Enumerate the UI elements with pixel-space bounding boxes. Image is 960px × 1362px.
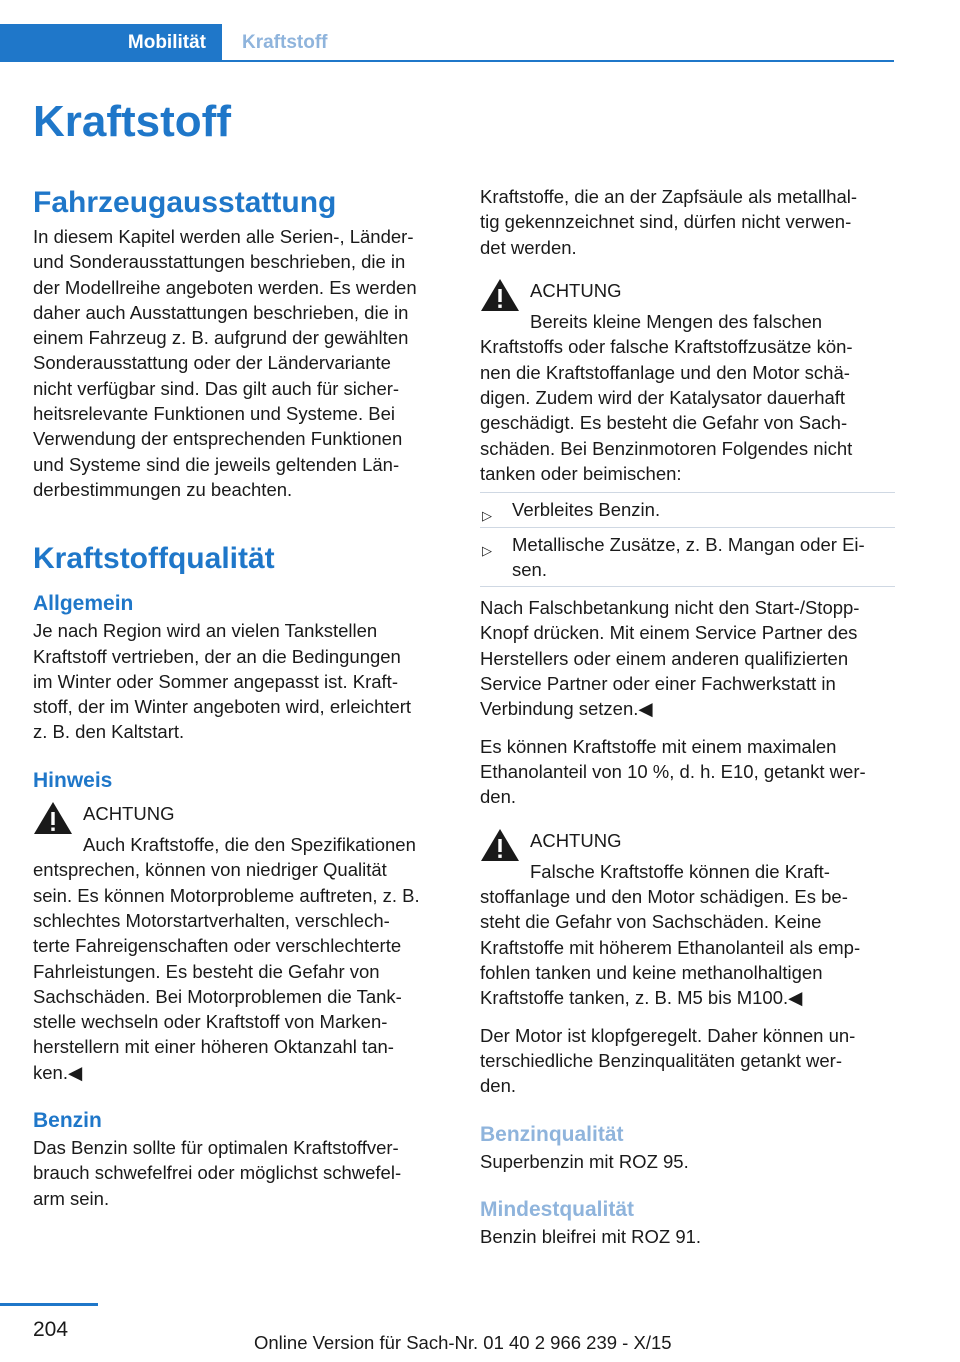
warning-triangle-icon <box>480 828 520 862</box>
list-item <box>480 492 895 527</box>
text-line: Kraftstoffs oder falsche Kraftstoffzusätze kön- <box>480 336 853 358</box>
paragraph-ethanol <box>480 734 895 810</box>
text-line: digen. Zudem wird der Katalysator dauerhaft <box>480 387 846 409</box>
text-line: im Winter oder Sommer angepasst ist. Kraft- <box>33 670 398 692</box>
right-column <box>480 184 895 1249</box>
heading-kraftstoffqualitaet: Kraftstoffqualität <box>33 542 275 576</box>
chapter-tab-mobilitaet: Mobilität <box>0 24 222 62</box>
text-line: Sachschäden. Bei Motorproblemen die Tank- <box>33 985 402 1007</box>
heading-benzin: Benzin <box>33 1109 102 1133</box>
text-line: schlechtes Motorstartverhalten, verschlech- <box>33 909 390 931</box>
text-line: Das Benzin sollte für optimalen Kraftstoffver- <box>33 1137 399 1159</box>
paragraph-allgemein <box>33 618 448 744</box>
text-line: Ethanolanteil von 10 %, d. h. E10, getankt wer- <box>480 760 866 782</box>
text-line: z. B. den Kaltstart. <box>33 721 185 743</box>
text-line: stelle wechseln oder Kraftstoff von Marken- <box>33 1011 388 1033</box>
text-line: Es können Kraftstoffe mit einem maximalen <box>480 735 837 757</box>
warning-first-line: Auch Kraftstoffe, die den Spezifikationen <box>83 834 416 856</box>
heading-hinweis: Hinweis <box>33 768 113 792</box>
triangle-bullet-icon: ▷ <box>482 542 492 558</box>
text-line: sein. Es können Motorprobleme auftreten, z. B. <box>33 884 420 906</box>
header-rule <box>0 60 894 62</box>
heading-allgemein: Allgemein <box>33 592 134 616</box>
text-line: und Sonderausstattungen beschrieben, die in <box>33 251 406 273</box>
text-line: arm sein. <box>33 1187 110 1209</box>
paragraph-klopfgeregelt <box>480 1023 895 1099</box>
warning-label: ACHTUNG <box>530 829 622 851</box>
text-line: steht die Gefahr von Sachschäden. Keine <box>480 911 822 933</box>
text-line: terte Fahreigenschaften oder verschlechterte <box>33 935 402 957</box>
text-line: brauch schwefelfrei oder möglichst schwefel- <box>33 1162 402 1184</box>
text-line: den. <box>480 1075 517 1097</box>
text-line: und Systeme sind die jeweils geltenden Län- <box>33 453 400 475</box>
list-item <box>480 528 895 588</box>
heading-mindestqualitaet: Mindestqualität <box>480 1197 635 1221</box>
bullet-list <box>480 492 895 587</box>
text-line: Knopf drücken. Mit einem Service Partner des <box>480 622 858 644</box>
warning-block-1 <box>33 801 448 1085</box>
text-line: derbestimmungen zu beachten. <box>33 478 293 500</box>
text-line: nicht verfügbar sind. Das gilt auch für sicher- <box>33 377 400 399</box>
text-line: tig gekennzeichnet sind, dürfen nicht verwen- <box>480 211 852 233</box>
text-line: stoffanlage und den Motor schädigen. Es be- <box>480 886 848 908</box>
warning-first-line: Falsche Kraftstoffe können die Kraft- <box>530 860 830 882</box>
text-line: Sonderausstattung oder der Ländervariante <box>33 352 391 374</box>
text-line: Kraftstoff vertrieben, der an die Bedingungen <box>33 645 401 667</box>
text-line: Der Motor ist klopfgeregelt. Daher können un- <box>480 1024 856 1046</box>
text-line: Verwendung der entsprechenden Funktionen <box>33 428 403 450</box>
text-line: tanken oder beimischen: <box>480 462 682 484</box>
text-line: geschädigt. Es besteht die Gefahr von Sach- <box>480 412 848 434</box>
text-mindestqualitaet: Benzin bleifrei mit ROZ 91. <box>480 1225 702 1247</box>
text-benzinqualitaet: Superbenzin mit ROZ 95. <box>480 1150 689 1172</box>
list-item-text: sen. <box>512 558 547 580</box>
warning-block-2 <box>480 278 895 486</box>
list-item-text: Verbleites Benzin. <box>512 499 661 521</box>
paragraph-benzin <box>33 1135 448 1211</box>
section-tab-kraftstoff: Kraftstoff <box>242 32 328 53</box>
list-item-text: Metallische Zusätze, z. B. Mangan oder Ei- <box>512 533 865 555</box>
text-line: det werden. <box>480 236 577 258</box>
footer-rule <box>0 1303 98 1306</box>
text-line: herstellern mit einer höheren Oktanzahl tan- <box>33 1036 394 1058</box>
text-line: Kraftstoffe mit höherem Ethanolanteil als emp- <box>480 936 861 958</box>
text-line: schäden. Bei Benzinmotoren Folgendes nicht <box>480 437 853 459</box>
left-column <box>33 184 448 1211</box>
text-line: Je nach Region wird an vielen Tankstellen <box>33 620 378 642</box>
text-line: Herstellers oder einem anderen qualifizierten <box>480 647 849 669</box>
warning-block-3 <box>480 828 895 1011</box>
warning-label: ACHTUNG <box>83 802 175 824</box>
warning-triangle-icon <box>33 801 73 835</box>
text-line: Nach Falschbetankung nicht den Start-/Stopp- <box>480 597 860 619</box>
text-line: entsprechen, können von niedriger Qualität <box>33 859 387 881</box>
text-line: In diesem Kapitel werden alle Serien-, Länder- <box>33 226 414 247</box>
heading-fahrzeugausstattung: Fahrzeugausstattung <box>33 186 337 219</box>
text-line: ken.◀ <box>33 1061 83 1083</box>
paragraph-falschbetankung <box>480 595 895 721</box>
paragraph-metallhaltig <box>480 184 895 260</box>
text-line: Kraftstoffe, die an der Zapfsäule als metallhal- <box>480 186 858 207</box>
text-line: Fahrleistungen. Es besteht die Gefahr von <box>33 960 380 982</box>
warning-label: ACHTUNG <box>530 279 622 301</box>
triangle-bullet-icon: ▷ <box>482 508 492 524</box>
text-line: heitsrelevante Funktionen und Systeme. Bei <box>33 403 395 425</box>
page-number: 204 <box>33 1318 69 1341</box>
paragraph-fahrzeugausstattung <box>33 224 448 502</box>
text-line: den. <box>480 786 517 808</box>
heading-benzinqualitaet: Benzinqualität <box>480 1122 624 1146</box>
footer-version-text: Online Version für Sach-Nr. 01 40 2 966 239 - X/15 <box>254 1332 672 1353</box>
text-line: terschiedliche Benzinqualitäten getankt wer- <box>480 1049 842 1071</box>
page-title: Kraftstoff <box>33 97 231 146</box>
text-line: der Modellreihe angeboten werden. Es werden <box>33 276 417 298</box>
text-line: stoff, der im Winter angeboten wird, erleichtert <box>33 696 412 718</box>
text-line: Kraftstoffe tanken, z. B. M5 bis M100.◀ <box>480 987 803 1009</box>
text-line: daher auch Ausstattungen beschrieben, die in <box>33 301 409 323</box>
warning-first-line: Bereits kleine Mengen des falschen <box>530 311 823 333</box>
text-line: fohlen tanken und keine methanolhaltigen <box>480 962 823 984</box>
text-line: Service Partner oder einer Fachwerkstatt in <box>480 673 836 695</box>
warning-triangle-icon <box>480 278 520 312</box>
text-line: nen die Kraftstoffanlage und den Motor schä- <box>480 361 850 383</box>
text-line: einem Fahrzeug z. B. aufgrund der gewählten <box>33 327 409 349</box>
text-line: Verbindung setzen.◀ <box>480 698 653 720</box>
